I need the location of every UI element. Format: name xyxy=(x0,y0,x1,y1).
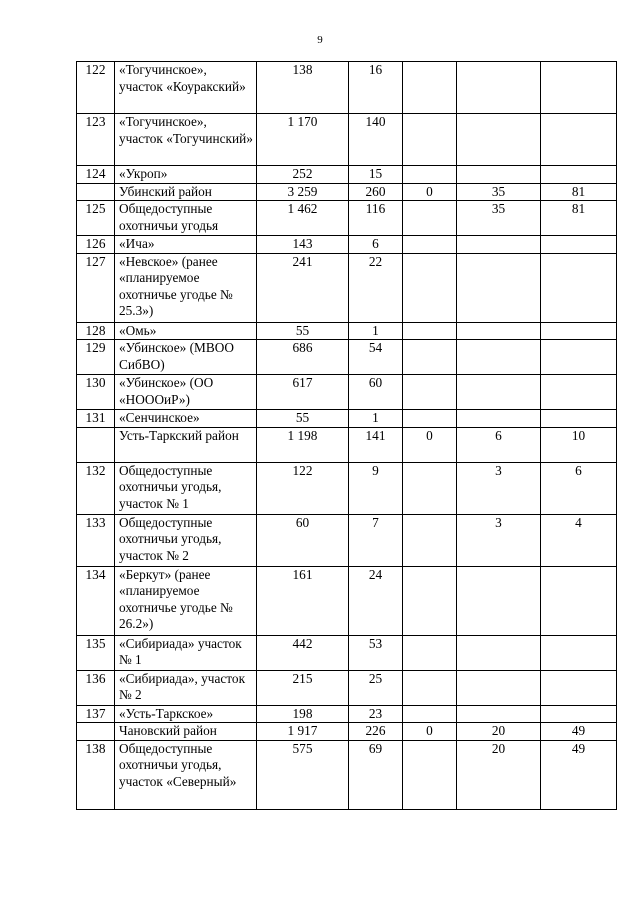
area-value: 1 917 xyxy=(257,723,349,741)
count-value: 9 xyxy=(349,462,403,514)
column-6-value xyxy=(457,375,541,410)
table-row xyxy=(77,166,617,184)
hunting-ground-name: «Укроп» xyxy=(115,166,257,184)
column-6-value xyxy=(457,705,541,723)
table-row xyxy=(77,253,617,322)
area-value: 60 xyxy=(257,514,349,566)
row-number: 137 xyxy=(77,705,115,723)
column-7-value: 81 xyxy=(541,201,617,236)
column-7-value xyxy=(541,566,617,635)
count-value: 54 xyxy=(349,340,403,375)
row-number xyxy=(77,723,115,741)
column-6-value xyxy=(457,62,541,114)
table-row xyxy=(77,236,617,254)
column-5-value xyxy=(403,201,457,236)
column-5-value xyxy=(403,462,457,514)
count-value: 25 xyxy=(349,670,403,705)
count-value: 53 xyxy=(349,635,403,670)
area-value: 55 xyxy=(257,322,349,340)
column-6-value xyxy=(457,566,541,635)
table-row xyxy=(77,514,617,566)
hunting-ground-name: «Усть-Таркское» xyxy=(115,705,257,723)
area-value: 161 xyxy=(257,566,349,635)
count-value: 60 xyxy=(349,375,403,410)
table-row xyxy=(77,201,617,236)
district-name: Чановский район xyxy=(115,723,257,741)
row-number xyxy=(77,183,115,201)
table-row xyxy=(77,462,617,514)
column-7-value xyxy=(541,322,617,340)
row-number xyxy=(77,427,115,462)
hunting-ground-name: «Сибириада», участок № 2 xyxy=(115,670,257,705)
column-5-value xyxy=(403,253,457,322)
column-6-value: 35 xyxy=(457,201,541,236)
table-row xyxy=(77,62,617,114)
row-number: 136 xyxy=(77,670,115,705)
area-value: 3 259 xyxy=(257,183,349,201)
column-6-value xyxy=(457,410,541,428)
table-row xyxy=(77,635,617,670)
table-row xyxy=(77,322,617,340)
row-number: 128 xyxy=(77,322,115,340)
table-row xyxy=(77,114,617,166)
count-value: 23 xyxy=(349,705,403,723)
column-5-value xyxy=(403,566,457,635)
row-number: 130 xyxy=(77,375,115,410)
district-total-row xyxy=(77,723,617,741)
count-value: 6 xyxy=(349,236,403,254)
column-7-value: 6 xyxy=(541,462,617,514)
column-7-value: 49 xyxy=(541,723,617,741)
table-row xyxy=(77,705,617,723)
column-6-value xyxy=(457,253,541,322)
row-number: 122 xyxy=(77,62,115,114)
row-number: 127 xyxy=(77,253,115,322)
column-6-value: 20 xyxy=(457,723,541,741)
row-number: 138 xyxy=(77,740,115,809)
hunting-ground-name: Общедоступные охотничьи угодья, участок «Северный» xyxy=(115,740,257,809)
column-7-value xyxy=(541,410,617,428)
area-value: 442 xyxy=(257,635,349,670)
table-row xyxy=(77,566,617,635)
row-number: 126 xyxy=(77,236,115,254)
column-7-value: 4 xyxy=(541,514,617,566)
column-6-value: 3 xyxy=(457,514,541,566)
hunting-ground-name: «Тогучинское», участок «Тогучинский» xyxy=(115,114,257,166)
column-7-value xyxy=(541,670,617,705)
table-row xyxy=(77,375,617,410)
district-name: Усть-Таркский район xyxy=(115,427,257,462)
hunting-ground-name: «Невское» (ранее «планируемое охотничье угодье № 25.3») xyxy=(115,253,257,322)
hunting-ground-name: «Убинское» (ОО «НОООиР») xyxy=(115,375,257,410)
row-number: 132 xyxy=(77,462,115,514)
column-7-value xyxy=(541,166,617,184)
column-7-value xyxy=(541,635,617,670)
column-5-value xyxy=(403,322,457,340)
column-5-value xyxy=(403,166,457,184)
column-6-value: 20 xyxy=(457,740,541,809)
column-5-value xyxy=(403,670,457,705)
column-5-value xyxy=(403,705,457,723)
column-5-value xyxy=(403,340,457,375)
count-value: 7 xyxy=(349,514,403,566)
column-5-value xyxy=(403,740,457,809)
column-6-value xyxy=(457,670,541,705)
hunting-ground-name: «Ича» xyxy=(115,236,257,254)
count-value: 22 xyxy=(349,253,403,322)
column-6-value xyxy=(457,236,541,254)
count-value: 140 xyxy=(349,114,403,166)
area-value: 122 xyxy=(257,462,349,514)
count-value: 260 xyxy=(349,183,403,201)
column-6-value: 6 xyxy=(457,427,541,462)
column-6-value xyxy=(457,635,541,670)
area-value: 1 462 xyxy=(257,201,349,236)
area-value: 617 xyxy=(257,375,349,410)
row-number: 133 xyxy=(77,514,115,566)
count-value: 24 xyxy=(349,566,403,635)
hunting-ground-name: «Омь» xyxy=(115,322,257,340)
row-number: 124 xyxy=(77,166,115,184)
hunting-ground-name: Общедоступные охотничьи угодья, участок № 2 xyxy=(115,514,257,566)
district-total-row xyxy=(77,427,617,462)
hunting-ground-name: «Сибириада» участок № 1 xyxy=(115,635,257,670)
column-7-value xyxy=(541,340,617,375)
count-value: 15 xyxy=(349,166,403,184)
column-5-value xyxy=(403,375,457,410)
count-value: 16 xyxy=(349,62,403,114)
column-7-value xyxy=(541,62,617,114)
table-row xyxy=(77,410,617,428)
table-row xyxy=(77,670,617,705)
row-number: 123 xyxy=(77,114,115,166)
hunting-grounds-table xyxy=(76,61,617,810)
row-number: 134 xyxy=(77,566,115,635)
column-5-value: 0 xyxy=(403,183,457,201)
district-total-row xyxy=(77,183,617,201)
page-number: 9 xyxy=(317,34,323,46)
area-value: 1 170 xyxy=(257,114,349,166)
area-value: 198 xyxy=(257,705,349,723)
column-7-value xyxy=(541,705,617,723)
area-value: 138 xyxy=(257,62,349,114)
hunting-ground-name: Общедоступные охотничьи угодья, участок № 1 xyxy=(115,462,257,514)
column-7-value xyxy=(541,253,617,322)
column-7-value: 10 xyxy=(541,427,617,462)
hunting-ground-name: «Убинское» (МВОО СибВО) xyxy=(115,340,257,375)
column-5-value: 0 xyxy=(403,723,457,741)
column-6-value xyxy=(457,322,541,340)
column-7-value: 49 xyxy=(541,740,617,809)
column-6-value xyxy=(457,166,541,184)
area-value: 575 xyxy=(257,740,349,809)
count-value: 116 xyxy=(349,201,403,236)
column-6-value xyxy=(457,114,541,166)
hunting-ground-name: «Тогучинское», участок «Коуракский» xyxy=(115,62,257,114)
count-value: 1 xyxy=(349,322,403,340)
count-value: 1 xyxy=(349,410,403,428)
area-value: 686 xyxy=(257,340,349,375)
column-7-value xyxy=(541,236,617,254)
district-name: Убинский район xyxy=(115,183,257,201)
column-5-value xyxy=(403,114,457,166)
area-value: 215 xyxy=(257,670,349,705)
row-number: 129 xyxy=(77,340,115,375)
column-5-value: 0 xyxy=(403,427,457,462)
hunting-ground-name: Общедоступные охотничьи угодья xyxy=(115,201,257,236)
column-6-value: 35 xyxy=(457,183,541,201)
column-5-value xyxy=(403,635,457,670)
count-value: 141 xyxy=(349,427,403,462)
row-number: 125 xyxy=(77,201,115,236)
hunting-ground-name: «Сенчинское» xyxy=(115,410,257,428)
column-5-value xyxy=(403,236,457,254)
row-number: 131 xyxy=(77,410,115,428)
column-6-value xyxy=(457,340,541,375)
column-7-value: 81 xyxy=(541,183,617,201)
column-6-value: 3 xyxy=(457,462,541,514)
column-5-value xyxy=(403,514,457,566)
table-row xyxy=(77,740,617,809)
column-7-value xyxy=(541,114,617,166)
area-value: 143 xyxy=(257,236,349,254)
row-number: 135 xyxy=(77,635,115,670)
column-5-value xyxy=(403,62,457,114)
hunting-ground-name: «Беркут» (ранее «планируемое охотничье угодье № 26.2») xyxy=(115,566,257,635)
area-value: 241 xyxy=(257,253,349,322)
area-value: 252 xyxy=(257,166,349,184)
column-5-value xyxy=(403,410,457,428)
area-value: 55 xyxy=(257,410,349,428)
area-value: 1 198 xyxy=(257,427,349,462)
count-value: 226 xyxy=(349,723,403,741)
column-7-value xyxy=(541,375,617,410)
table-row xyxy=(77,340,617,375)
count-value: 69 xyxy=(349,740,403,809)
